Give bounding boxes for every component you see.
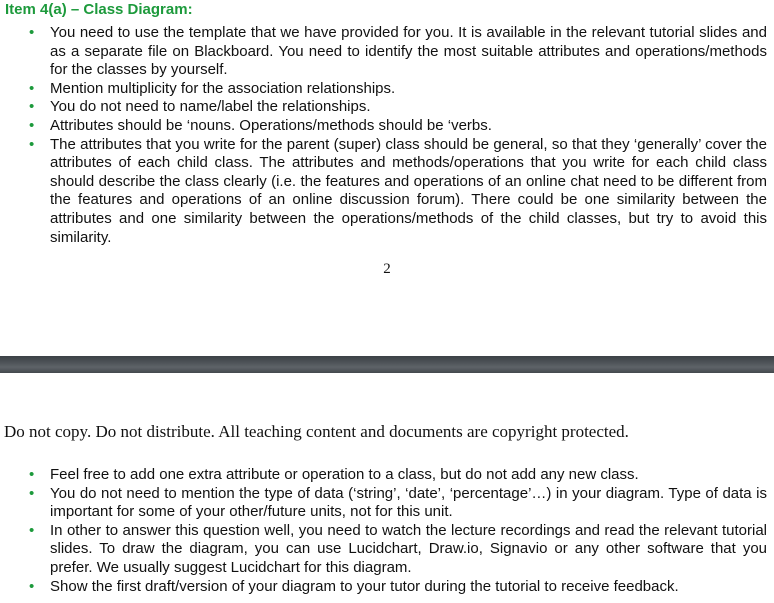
requirements-list bbox=[0, 24, 767, 247]
page-number: 2 bbox=[383, 261, 391, 277]
list-item-text: Show the first draft/version of your diagram to your tutor during the tutorial to receive feedback. bbox=[50, 577, 679, 595]
bullet-icon: • bbox=[29, 521, 35, 539]
bullet-icon: • bbox=[29, 24, 35, 41]
list-item-text: You need to use the template that we have provided for you. It is available in the relevant tutorial slides and as a separate file on Blackboard. You need to identify the most suitable attributes and operations/methods for the classes by yourself. bbox=[50, 24, 767, 79]
bullet-icon: • bbox=[29, 98, 35, 116]
list-item-text: Attributes should be ‘nouns. Operations/methods should be ‘verbs. bbox=[50, 116, 492, 134]
list-item bbox=[0, 80, 767, 99]
guidelines-list bbox=[0, 466, 767, 596]
list-item bbox=[0, 466, 767, 485]
list-item-text: Feel free to add one extra attribute or operation to a class, but do not add any new class. bbox=[50, 466, 639, 483]
list-item bbox=[0, 522, 767, 578]
list-item bbox=[0, 578, 767, 597]
copyright-notice: Do not copy. Do not distribute. All teaching content and documents are copyright protected. bbox=[4, 422, 629, 441]
list-item-text: You do not need to mention the type of data (‘string’, ‘date’, ‘percentage’…) in your diagram. Type of data is important for some of your other/future units, not for this unit. bbox=[50, 484, 767, 521]
list-item-text: In other to answer this question well, you need to watch the lecture recordings and read the relevant tutorial slides. To draw the diagram, you can use Lucidchart, Draw.io, Signavio or any other software that you prefer. We usually suggest Lucidchart for this diagram. bbox=[50, 521, 767, 576]
list-item bbox=[0, 117, 767, 136]
page-separator bbox=[0, 356, 774, 373]
list-item-text: You do not need to name/label the relationships. bbox=[50, 98, 371, 116]
bullet-icon: • bbox=[29, 484, 35, 502]
bullet-icon: • bbox=[29, 79, 35, 97]
list-item-text: Mention multiplicity for the association relationships. bbox=[50, 79, 396, 97]
list-item bbox=[0, 485, 767, 522]
section-heading: Item 4(a) – Class Diagram: bbox=[5, 1, 193, 18]
bullet-icon: • bbox=[29, 116, 35, 134]
list-item bbox=[0, 24, 767, 80]
list-item-text: The attributes that you write for the parent (super) class should be general, so that they ‘generally’ cover the attributes of each child class. The attributes and methods/operations that you write for each child class should describe the class clearly (i.e. the features and operations of an online chat need to be different from the features and operations of an online discussion forum). There could be one similarity between the attributes and one similarity between the operations/methods of the child classes, but try to avoid this similarity. bbox=[50, 135, 767, 246]
list-item bbox=[0, 136, 767, 248]
bullet-icon: • bbox=[29, 135, 35, 153]
bullet-icon: • bbox=[29, 577, 35, 595]
list-item bbox=[0, 98, 767, 117]
bullet-icon: • bbox=[29, 466, 35, 483]
